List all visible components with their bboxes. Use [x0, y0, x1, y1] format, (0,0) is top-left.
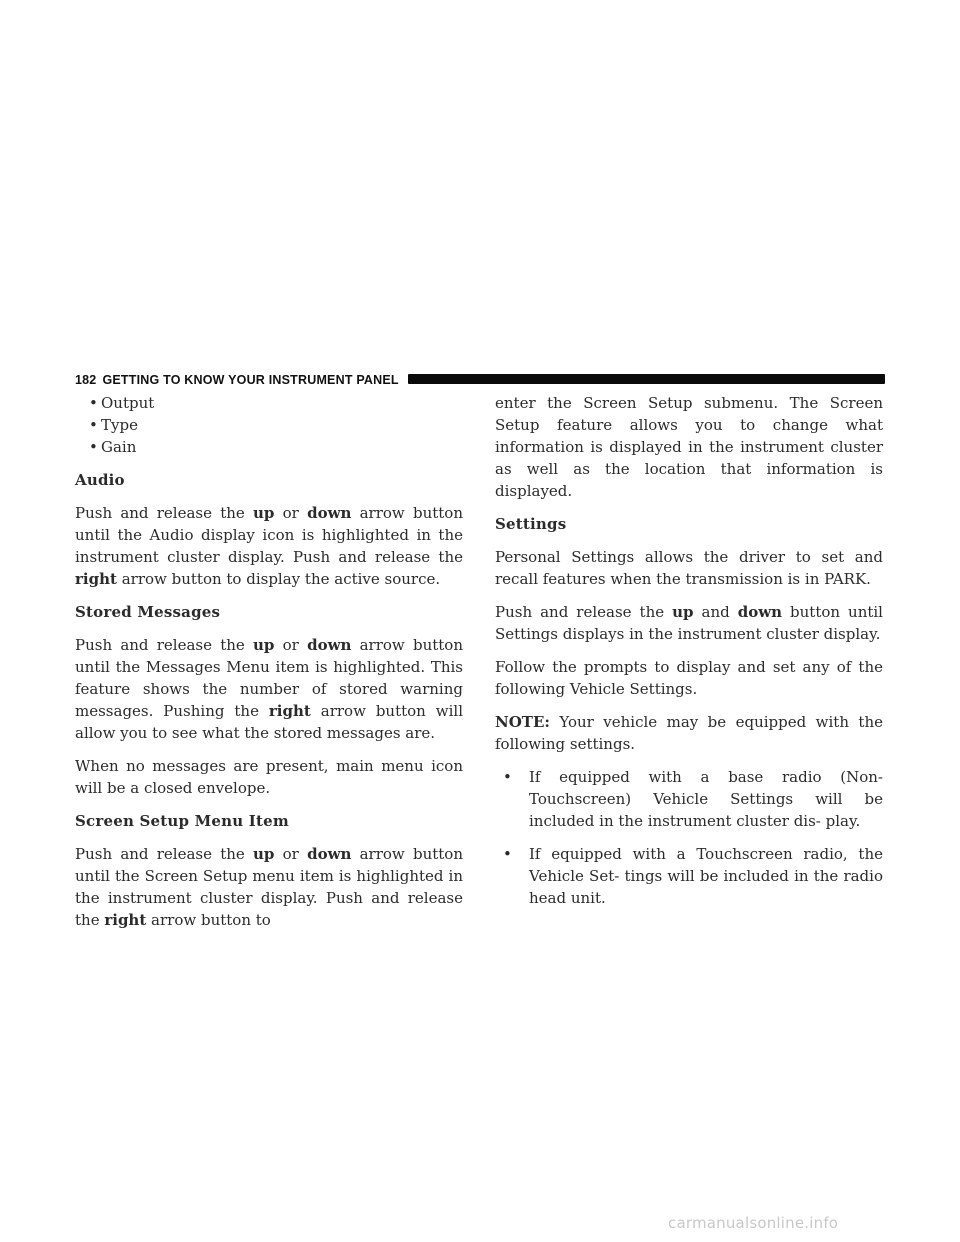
- list-item-text: Type: [101, 416, 138, 434]
- page-header-text: [75, 373, 405, 387]
- bullet-icon: •: [503, 768, 512, 786]
- page-number: 182: [75, 373, 97, 387]
- list-item-text: If equipped with a Touchscreen radio, the Vehicle Set- tings will be included in the radio head unit.: [529, 845, 883, 907]
- list-item: [89, 436, 463, 458]
- screen-setup-continued-paragraph: enter the Screen Setup submenu. The Screen Setup feature allows you to change what information is displayed in the instrument cluster as well as the location that information is displayed.: [495, 394, 883, 500]
- list-item: [89, 414, 463, 436]
- list-item-text: Gain: [101, 438, 137, 456]
- list-item: [503, 766, 883, 832]
- bullet-icon: •: [89, 394, 98, 412]
- bullet-icon: •: [503, 845, 512, 863]
- section-title: GETTING TO KNOW YOUR INSTRUMENT PANEL: [102, 373, 399, 387]
- list-item: [89, 392, 463, 414]
- list-item-text: If equipped with a base radio (Non-Touchscreen) Vehicle Settings will be included in the instrument cluster dis- play.: [529, 768, 883, 830]
- note-label: NOTE:: [495, 713, 550, 731]
- stored-messages-paragraph: Push and release the up or down arrow button until the Messages Menu item is highlighted. This feature shows the number of stored warning messages. Pushing the right arrow button will allow you to see what the stored messages are.: [75, 636, 463, 742]
- list-item: [503, 843, 883, 909]
- note-paragraph: NOTE: Your vehicle may be equipped with the following settings.: [495, 713, 883, 753]
- header-rule: [408, 374, 885, 384]
- vehicle-settings-list: [495, 766, 883, 909]
- output-options-list: [75, 392, 463, 458]
- follow-prompts-paragraph: Follow the prompts to display and set any of the following Vehicle Settings.: [495, 658, 883, 698]
- personal-settings-paragraph: Personal Settings allows the driver to set and recall features when the transmission is in PARK.: [495, 548, 883, 588]
- stored-messages-heading: Stored Messages: [75, 603, 221, 621]
- screen-setup-heading: Screen Setup Menu Item: [75, 812, 289, 830]
- envelope-paragraph: When no messages are present, main menu icon will be a closed envelope.: [75, 757, 463, 797]
- settings-instructions-paragraph: Push and release the up and down button until Settings displays in the instrument cluster display.: [495, 603, 883, 643]
- settings-heading: Settings: [495, 515, 567, 533]
- bullet-icon: •: [89, 438, 98, 456]
- watermark: carmanualsonline.info: [668, 1214, 839, 1232]
- screen-setup-paragraph: Push and release the up or down arrow button until the Screen Setup menu item is highlighted in the instrument cluster display. Push and release the right arrow button to: [75, 845, 463, 929]
- bullet-icon: •: [89, 416, 98, 434]
- page-header: [75, 367, 885, 391]
- left-column: [75, 392, 463, 942]
- list-item-text: Output: [101, 394, 155, 412]
- audio-paragraph: Push and release the up or down arrow button until the Audio display icon is highlighted in the instrument cluster display. Push and release the right arrow button to display the active source.: [75, 504, 463, 588]
- right-column: [495, 392, 883, 920]
- audio-heading: Audio: [75, 471, 125, 489]
